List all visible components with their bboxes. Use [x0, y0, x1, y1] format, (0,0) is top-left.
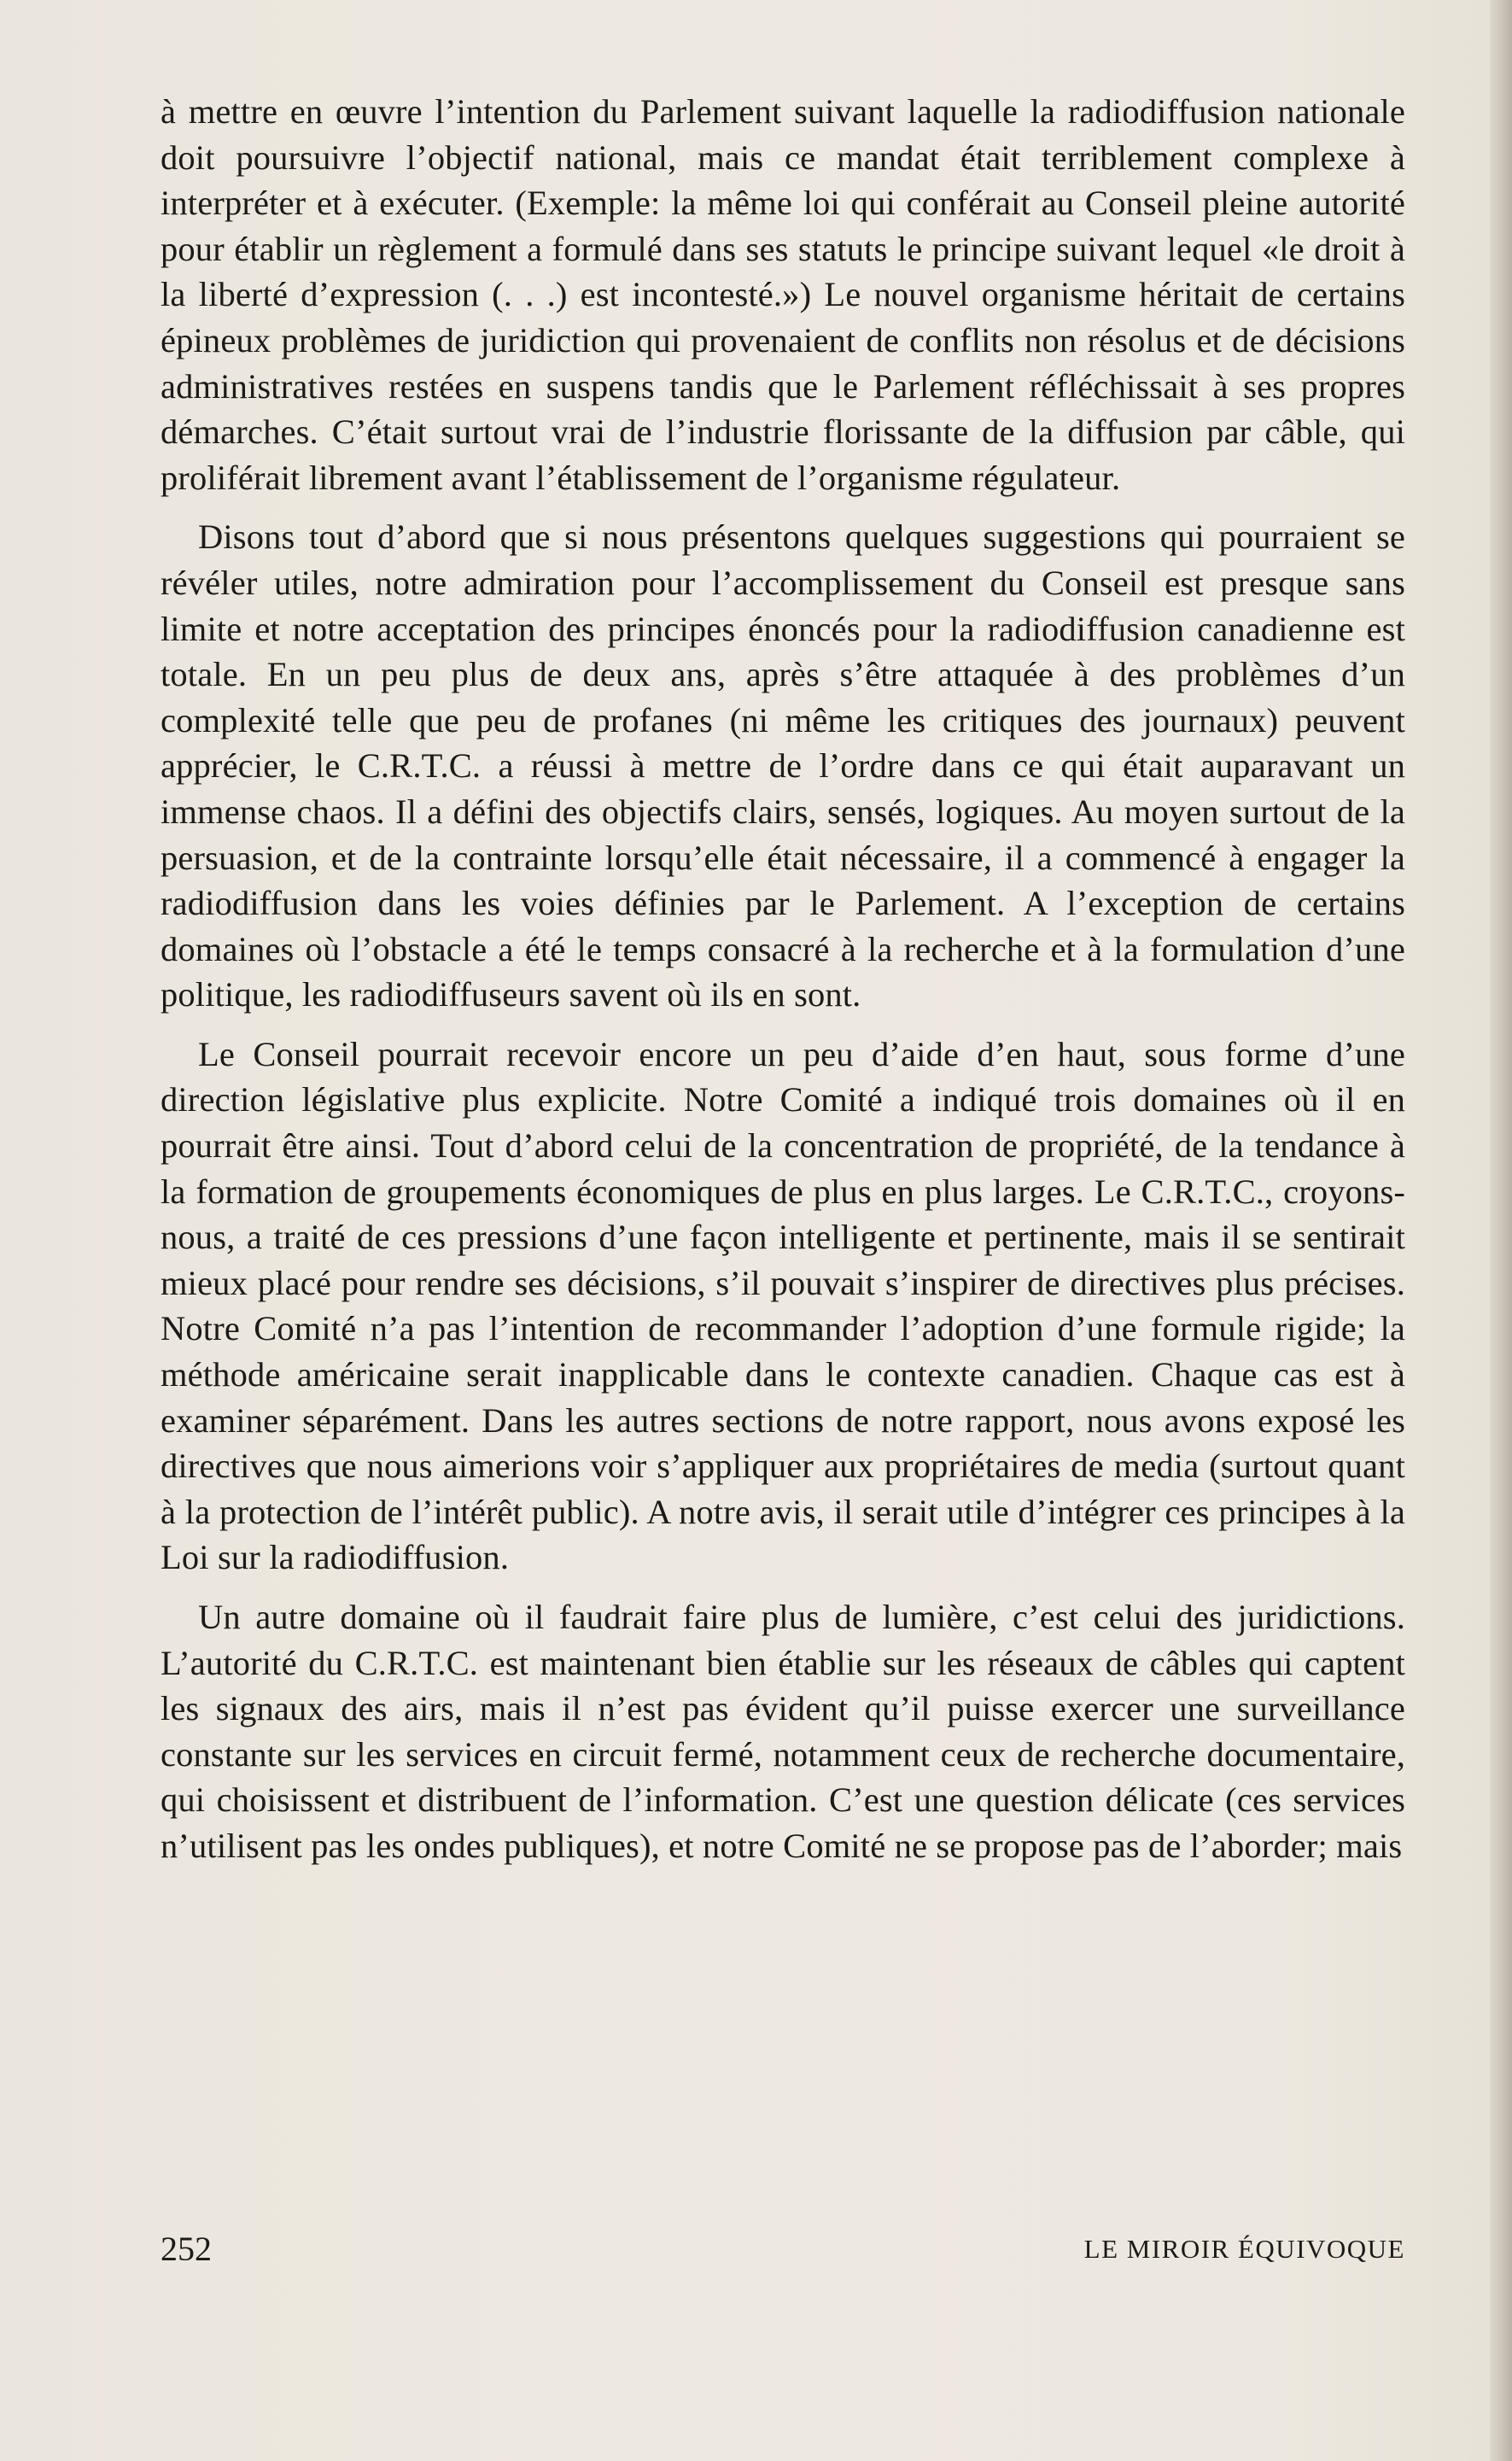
- page-edge-shadow: [1490, 0, 1512, 2461]
- paragraph-2: Disons tout d’abord que si nous présentons quelques suggestions qui pourraient se révéler utiles, notre admiration pour l’accomplissement du Conseil est presque sans limite et notre acceptation des principes énoncés pour la radiodiffusion canadienne est totale. En un peu plus de deux ans, après s’être attaquée à des problèmes d’un complexité telle que peu de profanes (ni même les critiques des journaux) peuvent apprécier, le C.R.T.C. a réussi à mettre de l’ordre dans ce qui était auparavant un immense chaos. Il a défini des objectifs clairs, sensés, logiques. Au moyen surtout de la persuasion, et de la contrainte lorsqu’elle était nécessaire, il a commencé à engager la radiodiffusion dans les voies définies par le Parlement. A l’exception de certains domaines où l’obstacle a été le temps consacré à la recherche et à la formulation d’une politique, les radiodiffuseurs savent où ils en sont.: [161, 517, 1405, 1014]
- body-text: [161, 89, 1405, 1883]
- paragraph-1: à mettre en œuvre l’intention du Parlement suivant laquelle la radiodiffusion nationale doit poursuivre l’objectif national, mais ce mandat était terriblement complexe à interpréter et à exécuter. (Exemple: la même loi qui conférait au Conseil pleine autorité pour établir un règlement a formulé dans ses statuts le principe suivant lequel «le droit à la liberté d’expression (. . .) est incontesté.») Le nouvel organisme héritait de certains épineux problèmes de juridiction qui provenaient de conflits non résolus et de décisions administratives restées en suspens tandis que le Parlement réfléchissait à ses propres démarches. C’était surtout vrai de l’industrie florissante de la diffusion par câble, qui proliférait librement avant l’établissement de l’organisme régulateur.: [161, 92, 1405, 497]
- page-number: 252: [161, 2230, 212, 2268]
- running-title: LE MIROIR ÉQUIVOQUE: [1083, 2234, 1405, 2264]
- paragraph-3: Le Conseil pourrait recevoir encore un peu d’aide d’en haut, sous forme d’une direction législative plus explicite. Notre Comité a indiqué trois domaines où il en pourrait être ainsi. Tout d’abord celui de la concentration de propriété, de la tendance à la formation de groupements économiques de plus en plus larges. Le C.R.T.C., croyons-nous, a traité de ces pressions d’une façon intelligente et pertinente, mais il se sentirait mieux placé pour rendre ses décisions, s’il pouvait s’inspirer de directives plus précises. Notre Comité n’a pas l’intention de recommander l’adoption d’une formule rigide; la méthode américaine serait inapplicable dans le contexte canadien. Chaque cas est à examiner séparément. Dans les autres sections de notre rapport, nous avons exposé les directives que nous aimerions voir s’appliquer aux propriétaires de media (surtout quant à la protection de l’intérêt public). A notre avis, il serait utile d’intégrer ces principes à la Loi sur la radiodiffusion.: [161, 1034, 1405, 1577]
- page-footer: [161, 2229, 1405, 2280]
- paragraph-4: Un autre domaine où il faudrait faire plus de lumière, c’est celui des juridictions. L’autorité du C.R.T.C. est maintenant bien établie sur les réseaux de câbles qui captent les signaux des airs, mais il n’est pas évident qu’il puisse exercer une surveillance constante sur les services en circuit fermé, notamment ceux de recherche documentaire, qui choisissent et distribuent de l’information. C’est une question délicate (ces services n’utilisent pas les ondes publiques), et notre Comité ne se propose pas de l’aborder; mais: [161, 1598, 1405, 1865]
